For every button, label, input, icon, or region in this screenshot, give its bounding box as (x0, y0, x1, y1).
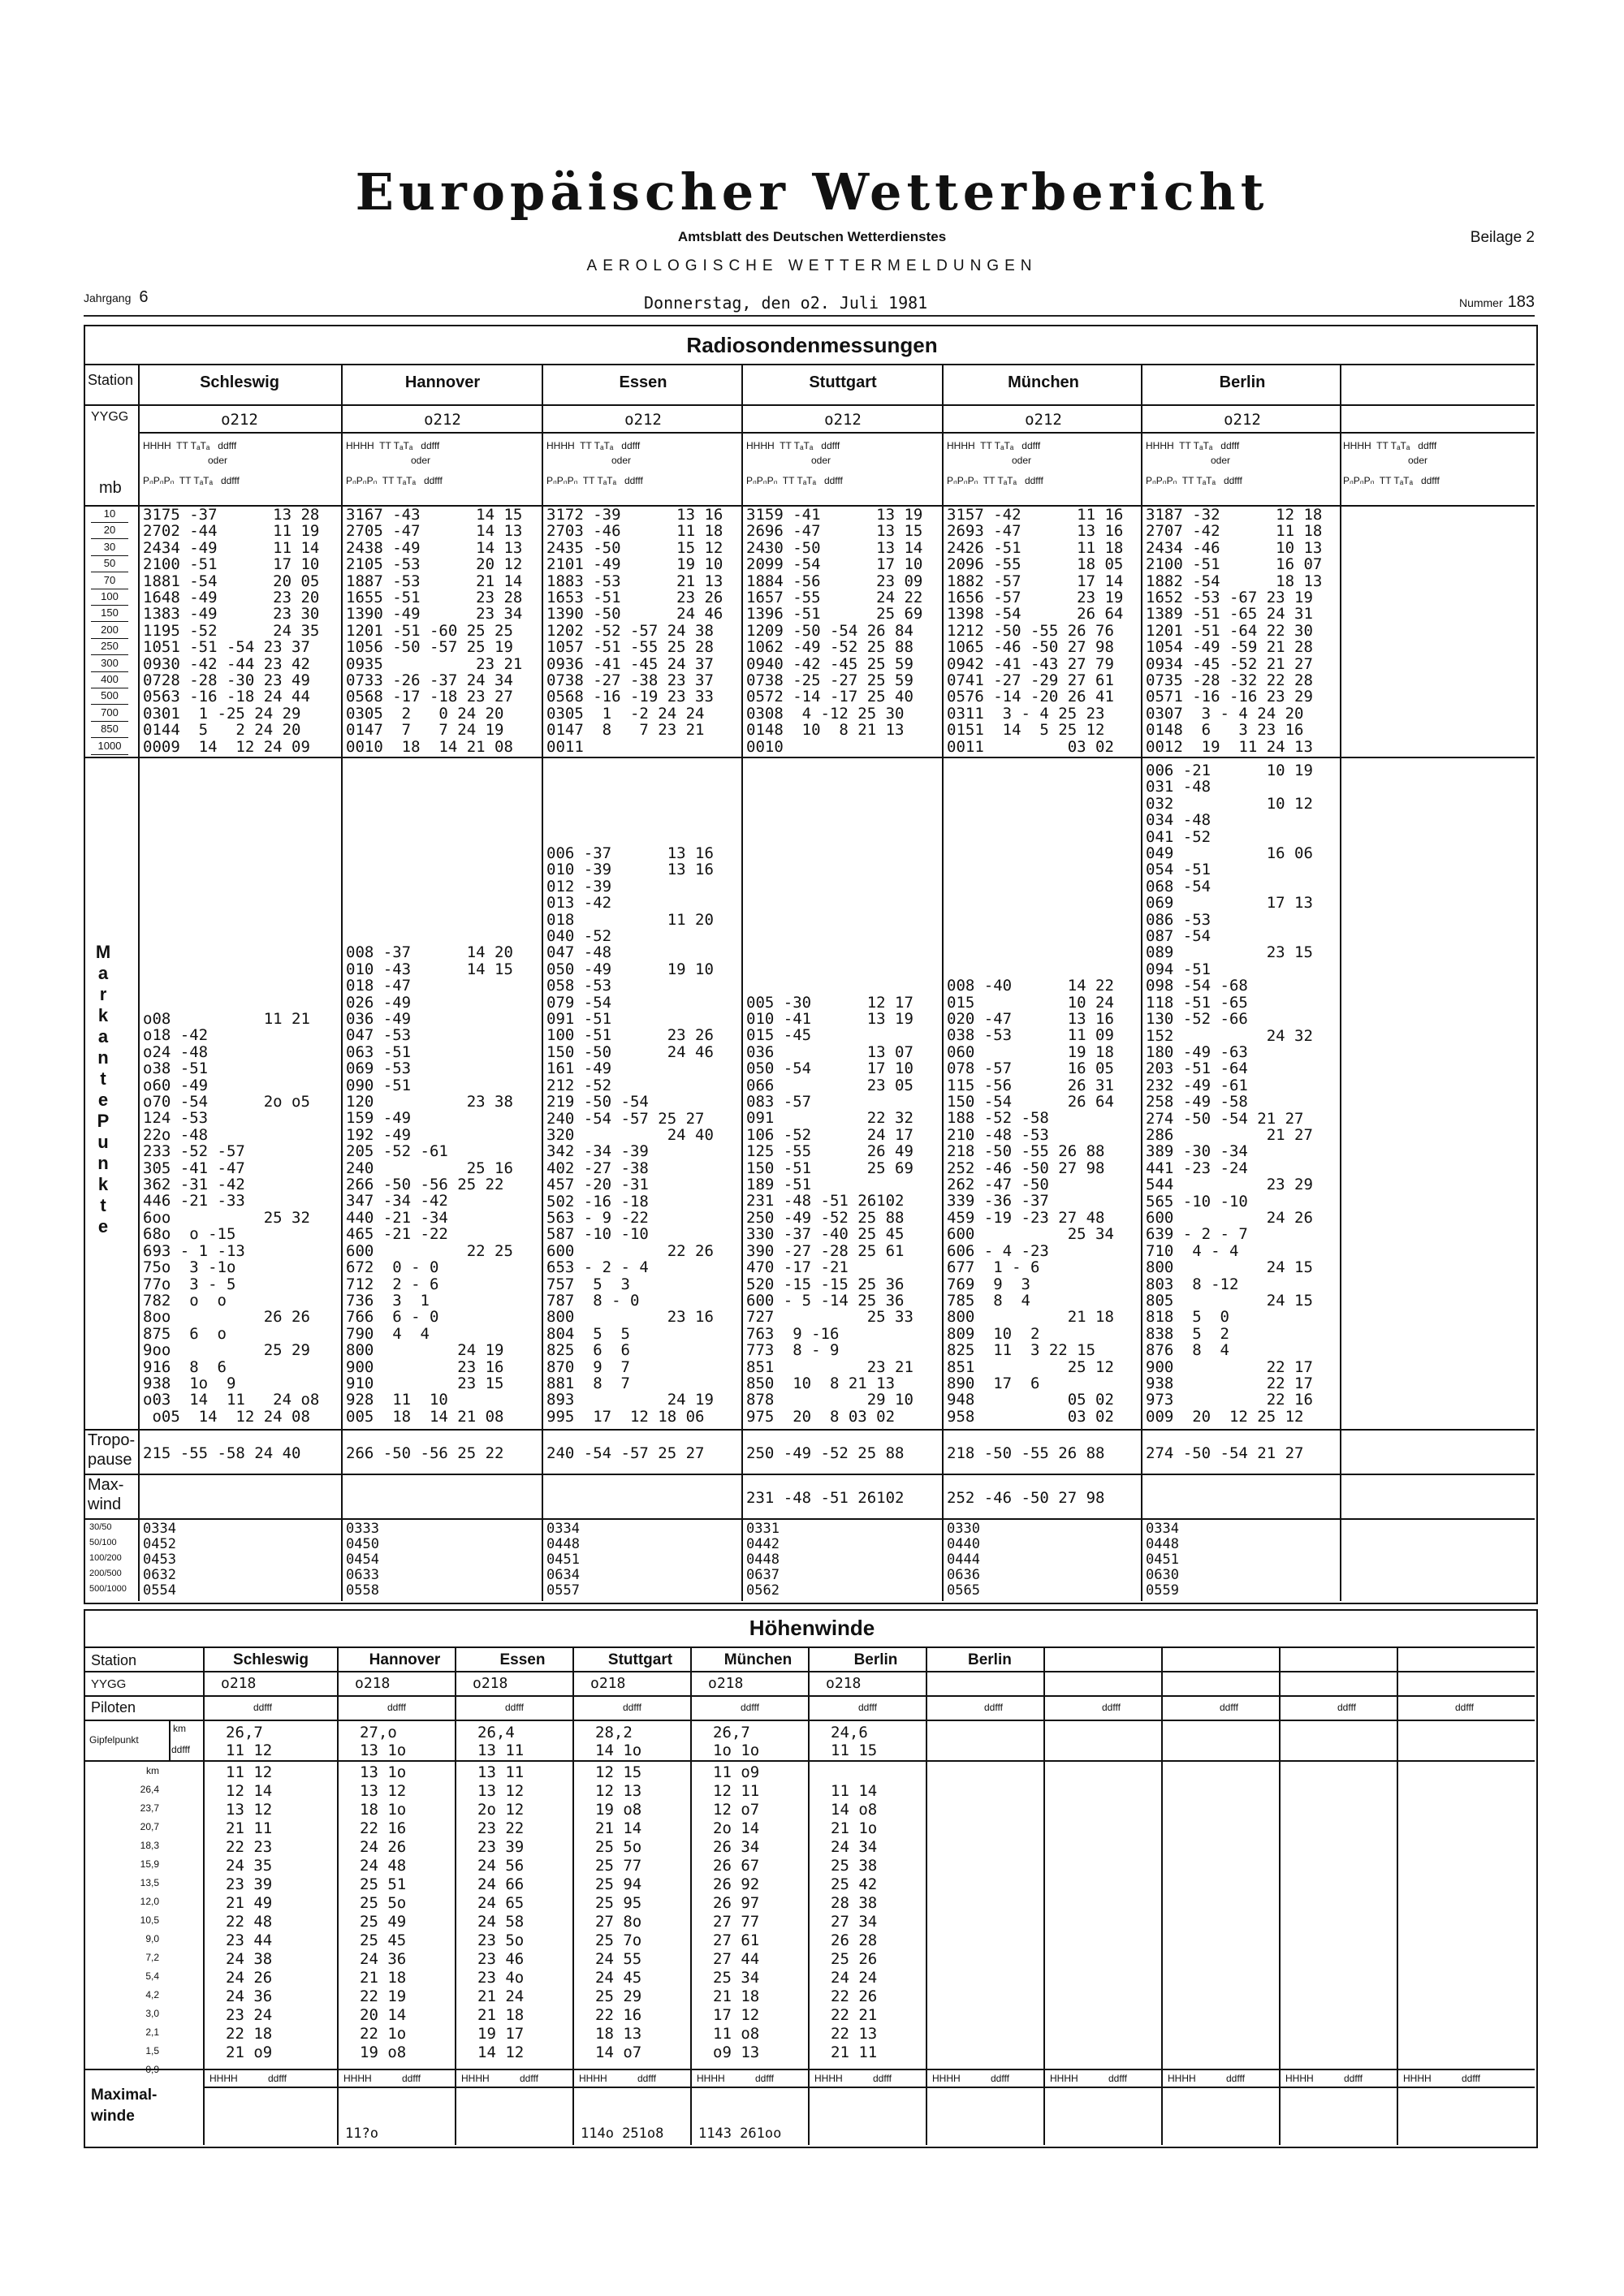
divider (138, 365, 140, 1601)
mb-underline (91, 522, 128, 523)
hw-station-name: Hannover (369, 1651, 441, 1668)
mb-underline (91, 671, 128, 672)
column-header: PₙPₙPₙ TT TₐTₐ ddfff (1146, 475, 1242, 486)
hw-values: 11 o9 12 11 12 o7 2o 14 26 34 26 67 26 92 26 97 27 77 27 61 27 44 25 34 21 18 17 12 11 o8 o9 13 (713, 1763, 760, 2061)
mb-level: 500 (101, 689, 119, 702)
hw-yygg-label: YYGG (91, 1677, 127, 1691)
hw-hhhh-header: HHHH (1285, 2073, 1314, 2084)
tropopause-value: 274 -50 -54 21 27 (1146, 1444, 1304, 1462)
page-title: Europäischer Wetterbericht (355, 162, 1269, 222)
hw-ddfff-header: ddfff (1344, 2073, 1363, 2084)
divider (169, 1720, 171, 1760)
hw-gipfel-dd: 13 11 (477, 1741, 525, 1759)
divider (85, 1695, 1535, 1697)
issue-number: Nummer 183 (1458, 293, 1535, 311)
tropopause-value: 250 -49 -52 25 88 (746, 1444, 905, 1462)
mb-level: 850 (101, 723, 119, 736)
shear-label: 50/100 (89, 1538, 117, 1547)
shear-label: 200/500 (89, 1569, 122, 1578)
hoehenwinde-table (84, 1609, 1538, 2148)
hw-station-name: München (723, 1651, 793, 1668)
hw-ddfff-header: ddfff (1226, 2073, 1245, 2084)
mb-level: 200 (101, 623, 119, 636)
hw-gipfel-km: 26,7 (713, 1724, 750, 1741)
divider (341, 365, 343, 1601)
mb-underline (91, 721, 128, 722)
mb-level: 50 (103, 557, 116, 570)
hw-maximal-label: Maximal- winde (91, 2087, 158, 2125)
tropopause-value: 218 -50 -55 26 88 (947, 1444, 1105, 1462)
mb-level: 400 (101, 673, 119, 685)
mb-underline (91, 555, 128, 556)
tropopause-value: 266 -50 -56 25 22 (346, 1444, 504, 1462)
hw-station-name: Stuttgart (607, 1651, 673, 1668)
divider (85, 1518, 1535, 1520)
station-yygg: o212 (221, 411, 258, 429)
markante-punkte-label: M a r k a n t e P u n k t e (95, 942, 111, 1236)
shear-values: 0334 0452 0453 0632 0554 (143, 1521, 176, 1599)
mb-level: 250 (101, 640, 119, 653)
shear-label: 100/200 (89, 1553, 122, 1563)
mb-level: 10 (103, 507, 116, 520)
hw-gipfel-dd: 11 15 (831, 1741, 878, 1759)
divider (741, 365, 743, 1601)
hw-values: 13 1o 13 12 18 1o 22 16 24 26 24 48 25 51 25 5o 25 49 25 45 24 36 21 18 22 19 20 14 22 1o 19 o8 (360, 1763, 407, 2061)
hw-ddfff-header: ddfff (755, 2073, 774, 2084)
significant-points: 006 -21 10 19 031 -48 032 10 12 034 -48 041 -52 049 16 06 054 -51 068 -54 069 17 13 086 -53 087 -54 089 23 15 094 -51 098 -54 -68 118 -51 -65 130 -52 -66 152 24 32 180 -49 -63 203 -51 -64 232 -49 -61 258 -49 -58 274 -50 -54 21 27 286 21 27 389 -30 -34 441 -23 -24 544 23 29 565 -10 -10 600 24 26 639 - 2 - 7 710 4 - 4 800 24 15 803 8 -12 805 24 15 818 5 0 838 5 2 876 8 4 900 22 17 938 22 17 973 22 16 009 20 12 25 12 (1146, 762, 1313, 1426)
hw-max-value: 1143 261oo (698, 2126, 782, 2142)
divider (85, 757, 1535, 758)
subtitle: Amtsblatt des Deutschen Wetterdienstes (677, 229, 947, 244)
hw-km-label: km (173, 1723, 186, 1734)
standard-levels: 3157 -42 11 16 2693 -47 13 16 2426 -51 11 18 2096 -55 18 05 1882 -57 17 14 1656 -57 23 19 1398 -54 26 64 1212 -50 -55 26 76 1065 -46 -50 27 98 0942 -41 -43 27 79 0741 -27 -29 27 61 0576 -14 -20 26 41 0311 3 - 4 25 23 0151 14 5 25 12 0011 03 02 (947, 506, 1124, 756)
significant-points: 008 -40 14 22 015 10 24 020 -47 13 16 038 -53 11 09 060 19 18 078 -57 16 05 115 -56 26 31 150 -54 26 64 188 -52 -58 210 -48 -53 218 -50 -55 26 88 252 -46 -50 27 98 262 -47 -50 339 -36 -37 459 -19 -23 27 48 600 25 34 606 - 4 -23 677 1 - 6 769 9 3 785 8 4 800 21 18 809 10 2 825 11 3 22 15 851 25 12 890 17 6 948 05 02 958 03 02 (947, 977, 1114, 1426)
standard-levels: 3167 -43 14 15 2705 -47 14 13 2438 -49 14 13 2105 -53 20 12 1887 -53 21 14 1655 -51 23 28 1390 -49 23 34 1201 -51 -60 25 25 1056 -50 -57 25 19 0935 23 21 0733 -26 -37 24 34 0568 -17 -18 23 27 0305 2 0 24 20 0147 7 7 24 19 0010 18 14 21 08 (346, 506, 523, 756)
column-header: PₙPₙPₙ TT TₐTₐ ddfff (346, 475, 443, 486)
hw-hhhh-header: HHHH (1168, 2073, 1196, 2084)
hw-ddfff-header: ddfff (637, 2073, 656, 2084)
hw-hhhh-header: HHHH (1050, 2073, 1078, 2084)
divider (85, 404, 1535, 406)
hw-values: 12 15 12 13 19 o8 21 14 25 5o 25 77 25 94 25 95 27 8o 25 7o 24 55 24 45 25 29 22 16 18 13 14 o7 (595, 1763, 642, 2061)
shear-label: 30/50 (89, 1522, 112, 1532)
shear-values: 0334 0448 0451 0634 0557 (546, 1521, 580, 1599)
column-header: HHHH TT TₐTₐ ddfff (746, 440, 840, 451)
hw-ddfff-header: ddfff (520, 2073, 538, 2084)
significant-points: 008 -37 14 20 010 -43 14 15 018 -47 026 -49 036 -49 047 -53 063 -51 069 -53 090 -51 120 23 38 159 -49 192 -49 205 -52 -61 240 25 16 266 -50 -56 25 22 347 -34 -42 440 -21 -34 465 -21 -22 600 22 25 672 0 - 0 712 2 - 6 736 3 1 766 6 - 0 790 4 4 800 24 19 900 23 16 910 23 15 928 11 10 005 18 14 21 08 (346, 943, 513, 1426)
hw-ddfff-header: ddfff (873, 2073, 892, 2084)
hw-gipfel-km: 24,6 (831, 1724, 868, 1741)
jahrgang: Jahrgang 6 (84, 288, 149, 306)
mb-underline (91, 605, 128, 606)
divider (138, 432, 1535, 434)
column-header: PₙPₙPₙ TT TₐTₐ ddfff (546, 475, 643, 486)
mb-level: 1000 (97, 739, 122, 752)
station-yygg: o212 (1224, 411, 1261, 429)
hw-yygg: o218 (708, 1675, 744, 1692)
hw-values: 13 11 13 12 2o 12 23 22 23 39 24 56 24 66 24 65 24 58 23 5o 23 46 23 4o 21 24 21 18 19 17 14 12 (477, 1763, 525, 2061)
mb-level: 700 (101, 706, 119, 719)
hw-values: 11 12 12 14 13 12 21 11 22 23 24 35 23 39 21 49 22 48 23 44 24 38 24 26 24 36 23 24 22 18 21 o9 (226, 1763, 273, 2061)
info-line (84, 288, 1535, 313)
column-header-oder: oder (208, 455, 228, 466)
shear-values: 0334 0448 0451 0630 0559 (1146, 1521, 1179, 1599)
mb-underline (91, 538, 128, 539)
station-name: Stuttgart (809, 373, 877, 391)
station-yygg: o212 (624, 411, 662, 429)
hw-ddfff-header: ddfff (741, 1702, 759, 1713)
tropopause-value: 215 -55 -58 24 40 (143, 1444, 301, 1462)
standard-levels: 3172 -39 13 16 2703 -46 11 18 2435 -50 15 12 2101 -49 19 10 1883 -53 21 13 1653 -51 23 26 1390 -50 24 46 1202 -52 -57 24 38 1057 -51 -55 25 28 0936 -41 -45 24 37 0738 -27 -38 23 37 0568 -16 -19 23 33 0305 1 -2 24 24 0147 8 7 23 21 0011 (546, 506, 723, 756)
divider (1043, 1647, 1045, 2145)
hw-hhhh-header: HHHH (579, 2073, 607, 2084)
hw-yygg: o218 (826, 1675, 862, 1692)
divider (85, 1429, 1535, 1431)
station-name: Hannover (404, 373, 481, 391)
radiosonde-title: Radiosondenmessungen (686, 333, 938, 357)
divider (85, 1720, 1535, 1721)
hw-ddfff-header: ddfff (268, 2073, 287, 2084)
hw-ddfff-header: ddfff (1108, 2073, 1127, 2084)
standard-levels: 3187 -32 12 18 2707 -42 11 18 2434 -46 10 13 2100 -51 16 07 1882 -54 18 13 1652 -53 -67 23 19 1389 -51 -65 24 31 1201 -51 -64 22 30 1054 -49 -59 21 28 0934 -45 -52 21 27 0735 -28 -32 22 28 0571 -16 -16 23 29 0307 3 - 4 24 20 0148 6 3 23 16 0012 19 11 24 13 (1146, 506, 1323, 756)
mb-underline (91, 704, 128, 705)
divider (1340, 365, 1341, 1601)
hw-max-value: 114o 251o8 (581, 2126, 664, 2142)
station-label: Station (88, 372, 134, 388)
divider (85, 1474, 1535, 1475)
station-yygg: o212 (424, 411, 461, 429)
mb-underline (91, 737, 128, 738)
divider (1141, 365, 1142, 1601)
divider (85, 2069, 1535, 2070)
hw-gipfel-dd: 11 12 (226, 1741, 273, 1759)
divider (85, 1760, 1535, 1762)
hw-ddfff-header: ddfff (1462, 2073, 1480, 2084)
hw-station-name: Essen (499, 1651, 546, 1668)
mb-underline (91, 654, 128, 655)
divider (1397, 1647, 1398, 2145)
mb-underline (91, 621, 128, 622)
significant-points: 005 -30 12 17 010 -41 13 19 015 -45 036 13 07 050 -54 17 10 066 23 05 083 -57 091 22 32 106 -52 24 17 125 -55 26 49 150 -51 25 69 189 -51 231 -48 -51 26102 250 -49 -52 25 88 330 -37 -40 25 45 390 -27 -28 25 61 470 -17 -21 520 -15 -15 25 36 600 - 5 -14 25 36 727 25 33 763 9 -16 773 8 - 9 851 23 21 850 10 8 21 13 878 29 10 975 20 8 03 02 (746, 993, 914, 1426)
hw-levels: km 26,4 23,7 20,7 18,3 15,9 13,5 12,0 10,5 9,0 7,2 5,4 4,2 3,0 2,1 1,5 0,9 (140, 1765, 159, 2075)
hw-gipfel-km: 28,2 (595, 1724, 633, 1741)
column-header-oder: oder (1012, 455, 1032, 466)
divider (337, 1647, 339, 2145)
hw-gipfel-dd: 14 1o (595, 1741, 642, 1759)
maxwind-label: Max- wind (88, 1476, 124, 1513)
hw-yygg: o218 (590, 1675, 626, 1692)
shear-values: 0333 0450 0454 0633 0558 (346, 1521, 379, 1599)
tropopause-value: 240 -54 -57 25 27 (546, 1444, 705, 1462)
column-header: HHHH TT TₐTₐ ddfff (1343, 440, 1437, 451)
divider (926, 1647, 927, 2145)
divider (1161, 1647, 1163, 2145)
column-header: HHHH TT TₐTₐ ddfff (1146, 440, 1240, 451)
divider (203, 1647, 205, 2145)
column-header: HHHH TT TₐTₐ ddfff (546, 440, 641, 451)
standard-levels: 3159 -41 13 19 2696 -47 13 15 2430 -50 13 14 2099 -54 17 10 1884 -56 23 09 1657 -55 24 22 1396 -51 25 69 1209 -50 -54 26 84 1062 -49 -52 25 88 0940 -42 -45 25 59 0738 -25 -27 25 59 0572 -14 -17 25 40 0308 4 -12 25 30 0148 10 8 21 13 0010 (746, 506, 923, 756)
hw-station-name-extra: Berlin (968, 1651, 1012, 1668)
station-yygg: o212 (1025, 411, 1062, 429)
mb-level: 100 (101, 590, 119, 602)
hw-yygg: o218 (473, 1675, 508, 1692)
hw-station-name: Schleswig (233, 1651, 309, 1668)
hw-ddfff-header: ddfff (1337, 1702, 1356, 1713)
divider (85, 1671, 1535, 1672)
issue-date: Donnerstag, den o2. Juli 1981 (644, 293, 928, 313)
tropopause-label: Tropo- pause (88, 1431, 136, 1469)
maxwind-value: 231 -48 -51 26102 (746, 1489, 905, 1507)
divider (455, 1647, 456, 2145)
divider (203, 2087, 1535, 2088)
hw-ddfff-header: ddfff (1102, 1702, 1121, 1713)
mb-level: 20 (103, 524, 116, 537)
divider (942, 365, 944, 1601)
column-header: PₙPₙPₙ TT TₐTₐ ddfff (947, 475, 1043, 486)
hw-ddfff-header: ddfff (402, 2073, 421, 2084)
hw-hhhh-header: HHHH (814, 2073, 843, 2084)
shear-label: 500/1000 (89, 1584, 127, 1594)
hw-gipfel-label: Gipfelpunkt (89, 1734, 139, 1746)
hw-hhhh-header: HHHH (209, 2073, 238, 2084)
header-rule (84, 315, 1535, 317)
hw-ddfff-header: ddfff (387, 1702, 406, 1713)
standard-levels: 3175 -37 13 28 2702 -44 11 19 2434 -49 11 14 2100 -51 17 10 1881 -54 20 05 1648 -49 23 20 1383 -49 23 30 1195 -52 24 35 1051 -51 -54 23 37 0930 -42 -44 23 42 0728 -28 -30 23 49 0563 -16 -18 24 44 0301 1 -25 24 29 0144 5 2 24 20 0009 14 12 24 09 (143, 506, 320, 756)
hw-ddfff-header: ddfff (984, 1702, 1003, 1713)
hw-station-name: Berlin (853, 1651, 898, 1668)
mb-level: 30 (103, 540, 116, 553)
divider (808, 1647, 810, 2145)
mb-level: 150 (101, 606, 119, 619)
hw-gipfel-dd: 13 1o (360, 1741, 407, 1759)
hw-values: 11 14 14 o8 21 1o 24 34 25 38 25 42 28 38 27 34 26 28 25 26 24 24 22 26 22 21 22 13 21 11 (831, 1782, 878, 2061)
column-header: HHHH TT TₐTₐ ddfff (346, 440, 440, 451)
beilage: Beilage 2 (1470, 229, 1535, 246)
section-title: AEROLOGISCHE WETTERMELDUNGEN (586, 257, 1038, 274)
station-name: München (1008, 373, 1079, 391)
hw-yygg: o218 (221, 1675, 257, 1692)
hw-ddfff-header: ddfff (253, 1702, 272, 1713)
column-header: HHHH TT TₐTₐ ddfff (947, 440, 1041, 451)
hw-ddfff-header: ddfff (623, 1702, 641, 1713)
divider (85, 1646, 1535, 1648)
yygg-label: YYGG (91, 410, 129, 424)
hw-ddfff-label: ddfff (171, 1744, 190, 1755)
hw-max-value: 11?o (345, 2126, 378, 2142)
divider (1279, 1647, 1281, 2145)
hw-yygg: o218 (355, 1675, 391, 1692)
significant-points: 006 -37 13 16 010 -39 13 16 012 -39 013 -42 018 11 20 040 -52 047 -48 050 -49 19 10 058 -53 079 -54 091 -51 100 -51 23 26 150 -50 24 46 161 -49 212 -52 219 -50 -54 240 -54 -57 25 27 320 24 40 342 -34 -39 402 -27 -38 457 -20 -31 502 -16 -18 563 - 9 -22 587 -10 -10 600 22 26 653 - 2 - 4 757 5 3 787 8 - 0 800 23 16 804 5 5 825 6 6 870 9 7 881 8 7 893 24 19 995 17 12 18 06 (546, 844, 714, 1426)
mb-underline (91, 638, 128, 639)
hw-hhhh-header: HHHH (932, 2073, 961, 2084)
column-header-oder: oder (411, 455, 431, 466)
station-yygg: o212 (824, 411, 862, 429)
hw-gipfel-km: 27,o (360, 1724, 397, 1741)
shear-values: 0330 0440 0444 0636 0565 (947, 1521, 980, 1599)
mb-level: 70 (103, 573, 116, 586)
hw-ddfff-header: ddfff (1220, 1702, 1238, 1713)
hw-ddfff-header: ddfff (991, 2073, 1009, 2084)
significant-points: o08 11 21 o18 -42 o24 -48 o38 -51 o60 -49 o70 -54 2o o5 124 -53 22o -48 233 -52 -57 305 -41 -47 362 -31 -42 446 -21 -33 6oo 25 32 68o o -15 693 - 1 -13 75o 3 -1o 77o 3 - 5 782 o o 8oo 26 26 875 6 o 9oo 25 29 916 8 6 938 1o 9 o03 14 11 24 o8 o05 14 12 24 08 (143, 1010, 320, 1426)
hw-hhhh-header: HHHH (1403, 2073, 1432, 2084)
hw-gipfel-km: 26,4 (477, 1724, 515, 1741)
mb-underline (91, 754, 128, 755)
column-header: PₙPₙPₙ TT TₐTₐ ddfff (746, 475, 843, 486)
hw-ddfff-header: ddfff (1455, 1702, 1474, 1713)
divider (542, 365, 543, 1601)
mb-level: 300 (101, 656, 119, 669)
station-name: Berlin (1219, 373, 1266, 391)
divider (690, 1647, 692, 2145)
hw-gipfel-km: 26,7 (226, 1724, 263, 1741)
station-name: Schleswig (200, 373, 279, 391)
hw-hhhh-header: HHHH (697, 2073, 725, 2084)
hw-station-label: Station (91, 1652, 137, 1668)
column-header: HHHH TT TₐTₐ ddfff (143, 440, 237, 451)
mb-label: mb (99, 479, 122, 497)
hw-hhhh-header: HHHH (343, 2073, 372, 2084)
divider (85, 364, 1535, 365)
column-header-oder: oder (611, 455, 632, 466)
hw-gipfel-dd: 1o 1o (713, 1741, 760, 1759)
station-name: Essen (619, 373, 667, 391)
column-header-oder: oder (811, 455, 831, 466)
divider (572, 1647, 574, 2145)
hw-piloten-label: Piloten (91, 1699, 136, 1716)
hw-hhhh-header: HHHH (461, 2073, 490, 2084)
column-header: PₙPₙPₙ TT TₐTₐ ddfff (1343, 475, 1440, 486)
hw-ddfff-header: ddfff (858, 1702, 877, 1713)
maxwind-value: 252 -46 -50 27 98 (947, 1489, 1105, 1507)
shear-values: 0331 0442 0448 0637 0562 (746, 1521, 780, 1599)
column-header-oder: oder (1408, 455, 1428, 466)
hw-ddfff-header: ddfff (505, 1702, 524, 1713)
hoehenwinde-title: Höhenwinde (749, 1616, 875, 1640)
column-header-oder: oder (1211, 455, 1231, 466)
column-header: PₙPₙPₙ TT TₐTₐ ddfff (143, 475, 240, 486)
